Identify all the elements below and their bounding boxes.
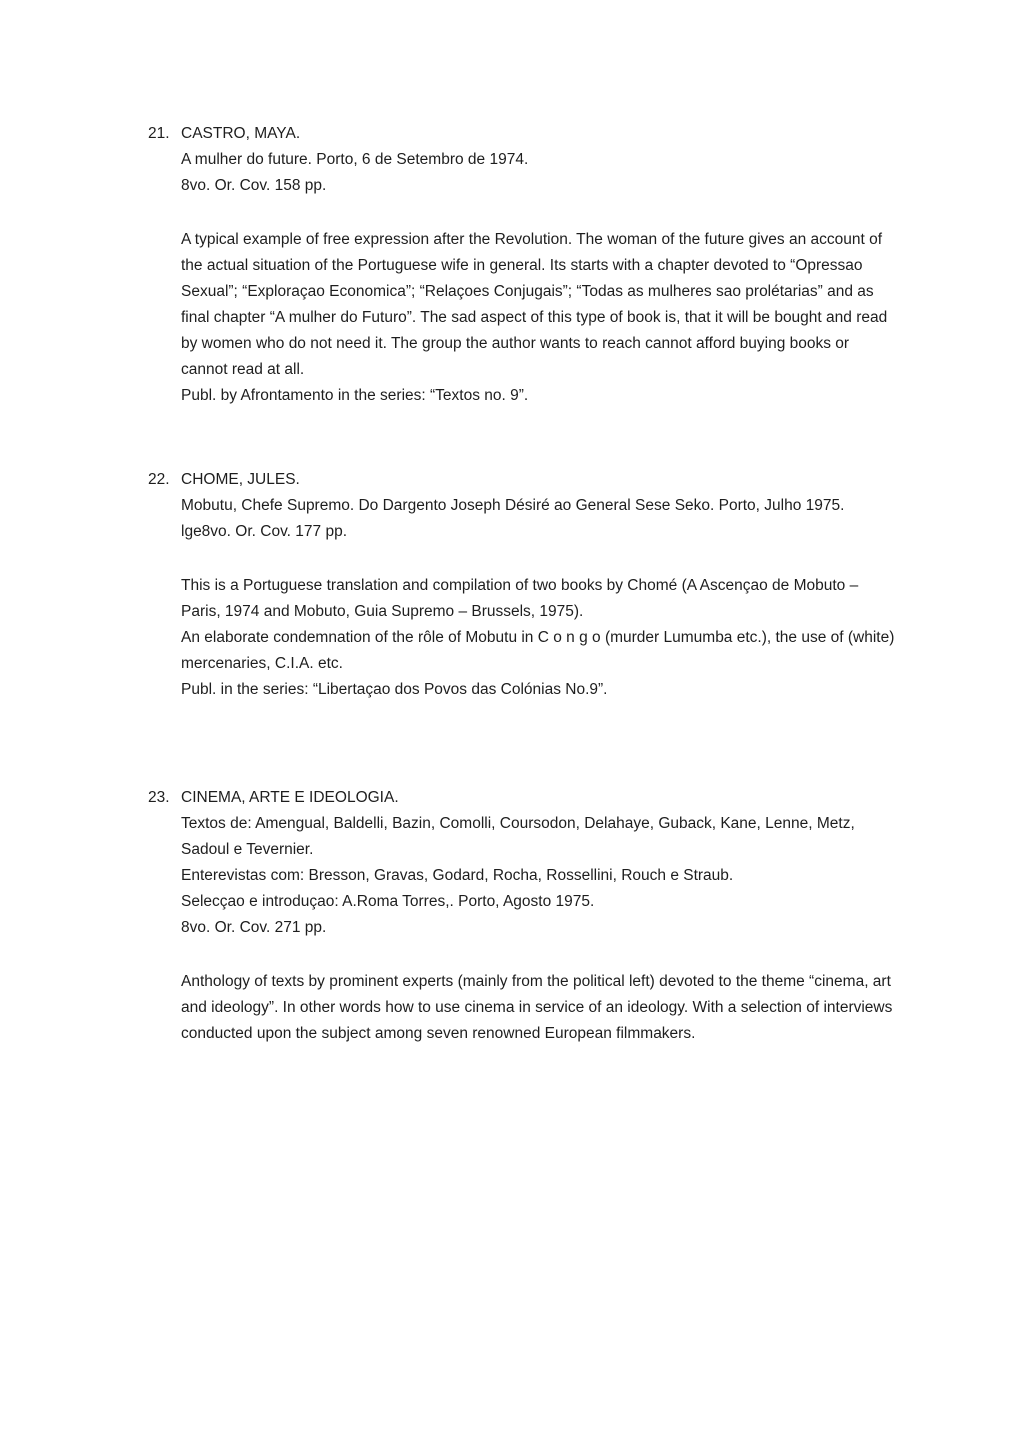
spacer [181, 545, 908, 573]
entry-publication: Publ. in the series: “Libertaçao dos Povos das Colónias No.9”. [181, 681, 608, 698]
entry-format: lge8vo. Or. Cov. 177 pp. [181, 523, 348, 540]
entry-description: A typical example of free expression after the Revolution. The woman of the future gives an account of the actual situation of the Portuguese wife in general. Its starts with a chapter devoted to “Opressao Sexual”; “Exploraçao Economica”; “Relaçoes Conjugais”; “Todas as mulheres sao prolétarias” and as final chapter “A mulher do Futuro”. The sad aspect of this type of book is, that it will be bought and read by women who do not need it. The group the author wants to reach cannot afford buying books or cannot read at all. [181, 231, 888, 378]
entry-body [181, 785, 908, 1047]
catalog-entry-21 [148, 121, 908, 409]
entry-title: A mulher do future. Porto, 6 de Setembro de 1974. [181, 151, 529, 168]
entry-title: Mobutu, Chefe Supremo. Do Dargento Joseph Désiré ao General Sese Seko. Porto, Julho 1975. [181, 497, 845, 514]
entry-body [181, 121, 908, 409]
entry-number: 23. [148, 789, 170, 806]
entry-texts: Textos de: Amengual, Baldelli, Bazin, Comolli, Coursodon, Delahaye, Guback, Kane, Lenne, Metz, Sadoul e Tevernier. [181, 815, 855, 858]
entry-body [181, 467, 908, 703]
entry-number: 21. [148, 125, 170, 142]
entry-heading: CHOME, JULES. [181, 471, 300, 488]
entry-format: 8vo. Or. Cov. 271 pp. [181, 919, 327, 936]
entry-number: 22. [148, 471, 170, 488]
entry-selection: Selecçao e introduçao: A.Roma Torres,. Porto, Agosto 1975. [181, 893, 595, 910]
entry-description: This is a Portuguese translation and compilation of two books by Chomé (A Ascençao de Mobuto – Paris, 1974 and Mobuto, Guia Supremo – Brussels, 1975). [181, 577, 859, 620]
catalog-entry-22 [148, 467, 908, 703]
entry-publication: Publ. by Afrontamento in the series: “Textos no. 9”. [181, 387, 529, 404]
entry-description-2: An elaborate condemnation of the rôle of Mobutu in C o n g o (murder Lumumba etc.), the use of (white) mercenaries, C.I.A. etc. [181, 629, 895, 672]
entry-heading: CINEMA, ARTE E IDEOLOGIA. [181, 789, 399, 806]
entry-format: 8vo. Or. Cov. 158 pp. [181, 177, 327, 194]
entry-interviews: Enterevistas com: Bresson, Gravas, Godard, Rocha, Rossellini, Rouch e Straub. [181, 867, 734, 884]
spacer [181, 941, 908, 969]
spacer [181, 199, 908, 227]
entry-description: Anthology of texts by prominent experts (mainly from the political left) devoted to the theme “cinema, art and ideology”. In other words how to use cinema in service of an ideology. With a selection of interviews conducted upon the subject among seven renowned European filmmakers. [181, 973, 893, 1042]
entry-heading: CASTRO, MAYA. [181, 125, 301, 142]
catalog-entry-23 [148, 785, 908, 1047]
